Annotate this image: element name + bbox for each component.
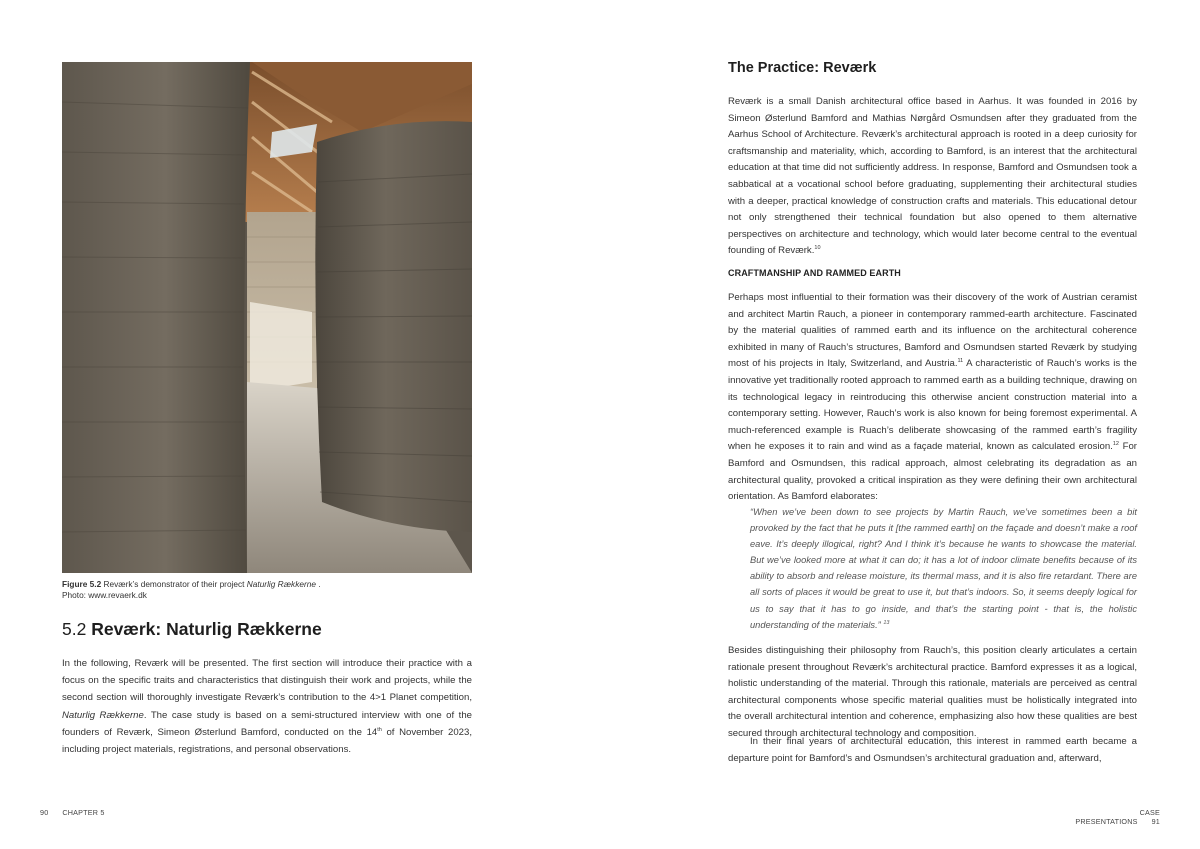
intro-project-name: Naturlig Rækkerne (62, 709, 144, 721)
bamford-quote (750, 504, 1137, 633)
footnote-ref-12: 12 (1112, 441, 1119, 448)
figure-caption-end: . (315, 579, 321, 589)
figure-credit: Photo: www.revaerk.dk (62, 590, 147, 600)
intro-text-1: In the following, Reværk will be presented. The first section will introduce their practice with a focus on the specific traits and characteristics that distinguish their work and projects, while the second section will thoroughly investigate Reværk’s contribution to the 4>1 Planet competition, (62, 658, 472, 704)
section-number: 5.2 (62, 619, 87, 639)
right-page (600, 0, 1200, 849)
final-years-paragraph: In their final years of architectural education, this interest in rammed earth became a departure point for Bamford’s and Osmundsen’s architectural graduation and, afterward, (728, 736, 1137, 764)
section-title: Reværk: Naturlig Rækkerne (91, 619, 322, 639)
craftsmanship-subheading: CRAFTMANSHIP AND RAMMED EARTH (728, 268, 901, 278)
intro-paragraph (62, 655, 472, 758)
page-number-left: 90 (40, 808, 49, 817)
figure-caption-project-title: Naturlig Rækkerne (246, 579, 316, 589)
section-heading (62, 617, 482, 641)
rammed-earth-text-a: Perhaps most influential to their formation was their discovery of the work of Austrian ceramist and architect Martin Rauch, a pioneer in contemporary rammed-earth architecture. Fascinated by the material qualities of rammed earth and its influence on the architectural coherence exhibited in many of Rauch’s structures, Bamford and Osmundsen started Reværk by studying most of his projects in Italy, Switzerland, and Austria. (728, 292, 1137, 370)
footnote-ref-11: 11 (957, 358, 964, 365)
quote-text: “When we’ve been down to see projects by Martin Rauch, we’ve sometimes been a bit provoked by the fact that he puts it [the rammed earth] on the façade and doesn’t make a roof eave. It’s deeply illogical, right? And I think it’s because he wants to showcase the material. But we’ve looked more at what it can do; it has a lot of indoor climate benefits because of its ability to absorb and release moisture, its thermal mass, and it is also fire retardant. There are all sorts of places it would be great to use it, but that’s indoors. So, it seems deeply logical for us to say that it has to go inside, and that’s the starting point - that is, the holistic understanding of the materials.” (750, 507, 1137, 630)
right-footer (1057, 808, 1160, 826)
practice-paragraph (728, 94, 1137, 260)
left-footer (40, 808, 119, 817)
rammed-earth-text-b: A characteristic of Rauch’s works is the innovative yet traditionally rooted approach to rammed earth as a building technique, drawing on its technological legacy in reintroducing this otherwise ancient construction material into a contemporary setting. However, Rauch’s work is also known for being foremost experimental. A much-referenced example is Ruach’s deliberate showcasing of the rammed earth’s fragility when he exposes it to rain and wind as a façade material, known as calculated erosion. (728, 358, 1137, 453)
rammed-earth-paragraph (728, 290, 1137, 506)
ordinal-suffix: th (377, 726, 382, 733)
footnote-ref-10: 10 (814, 245, 821, 252)
figure-caption-text: Reværk’s demonstrator of their project (103, 579, 245, 589)
intro-text-3: of November 2023, including project materials, registrations, and personal observations. (62, 726, 472, 756)
practice-heading: The Practice: Reværk (728, 60, 877, 76)
figure-caption (62, 579, 472, 601)
figure-label: Figure 5.2 (62, 579, 102, 589)
footnote-ref-13: 13 (883, 619, 890, 626)
intro-text-2: . The case study is based on a semi-structured interview with one of the founders of Reværk, Simeon Østerlund Bamford, conducted on the 14 (62, 709, 473, 738)
practice-text: Reværk is a small Danish architectural office based in Aarhus. It was founded in 2016 by Simeon Østerlund Bamford and Mathias Nørgård Osmundsen after they graduated from the Aarhus School of Architecture. Reværk’s architectural approach is rooted in a deep curiosity for craftsmanship and materiality, which, according to Bamford, is an interest that the architectural education at that time did not sufficiently address. In response, Bamford and Osmundsen took a sabbatical at a vocational school before graduating, supplementing their architectural studies with a deeper, practical knowledge of construction crafts and materials. This educational detour not only strengthened their technical foundation but also opened to them alternative perspectives on architecture and technology, which would later become central to the eventual founding of Reværk. (728, 96, 1137, 257)
page-number-right: 91 (1151, 817, 1160, 826)
rationale-paragraph: Besides distinguishing their philosophy from Rauch’s, this position clearly articulates a certain rationale present throughout Reværk’s architectural practice. Bamford expresses it as a logical, holistic understanding of the material. Through this rationale, materials are perceived as central architectural components whose specific material qualities must be holistically integrated into the overall architectural intention and coherence, emphasizing also how these qualities are best secured through architectural technology and composition. (728, 645, 1137, 739)
section-label: CASE PRESENTATIONS (1075, 808, 1160, 826)
rammed-earth-text-c: For Bamford and Osmundsen, this radical approach, almost celebrating its degradation as an architectural quality, provoked a critical inspiration as they were defining their own architectural orientation. As Bamford elaborates: (728, 441, 1138, 503)
chapter-label: CHAPTER 5 (62, 808, 105, 817)
figure-photo-rammed-earth-walls (62, 62, 472, 573)
